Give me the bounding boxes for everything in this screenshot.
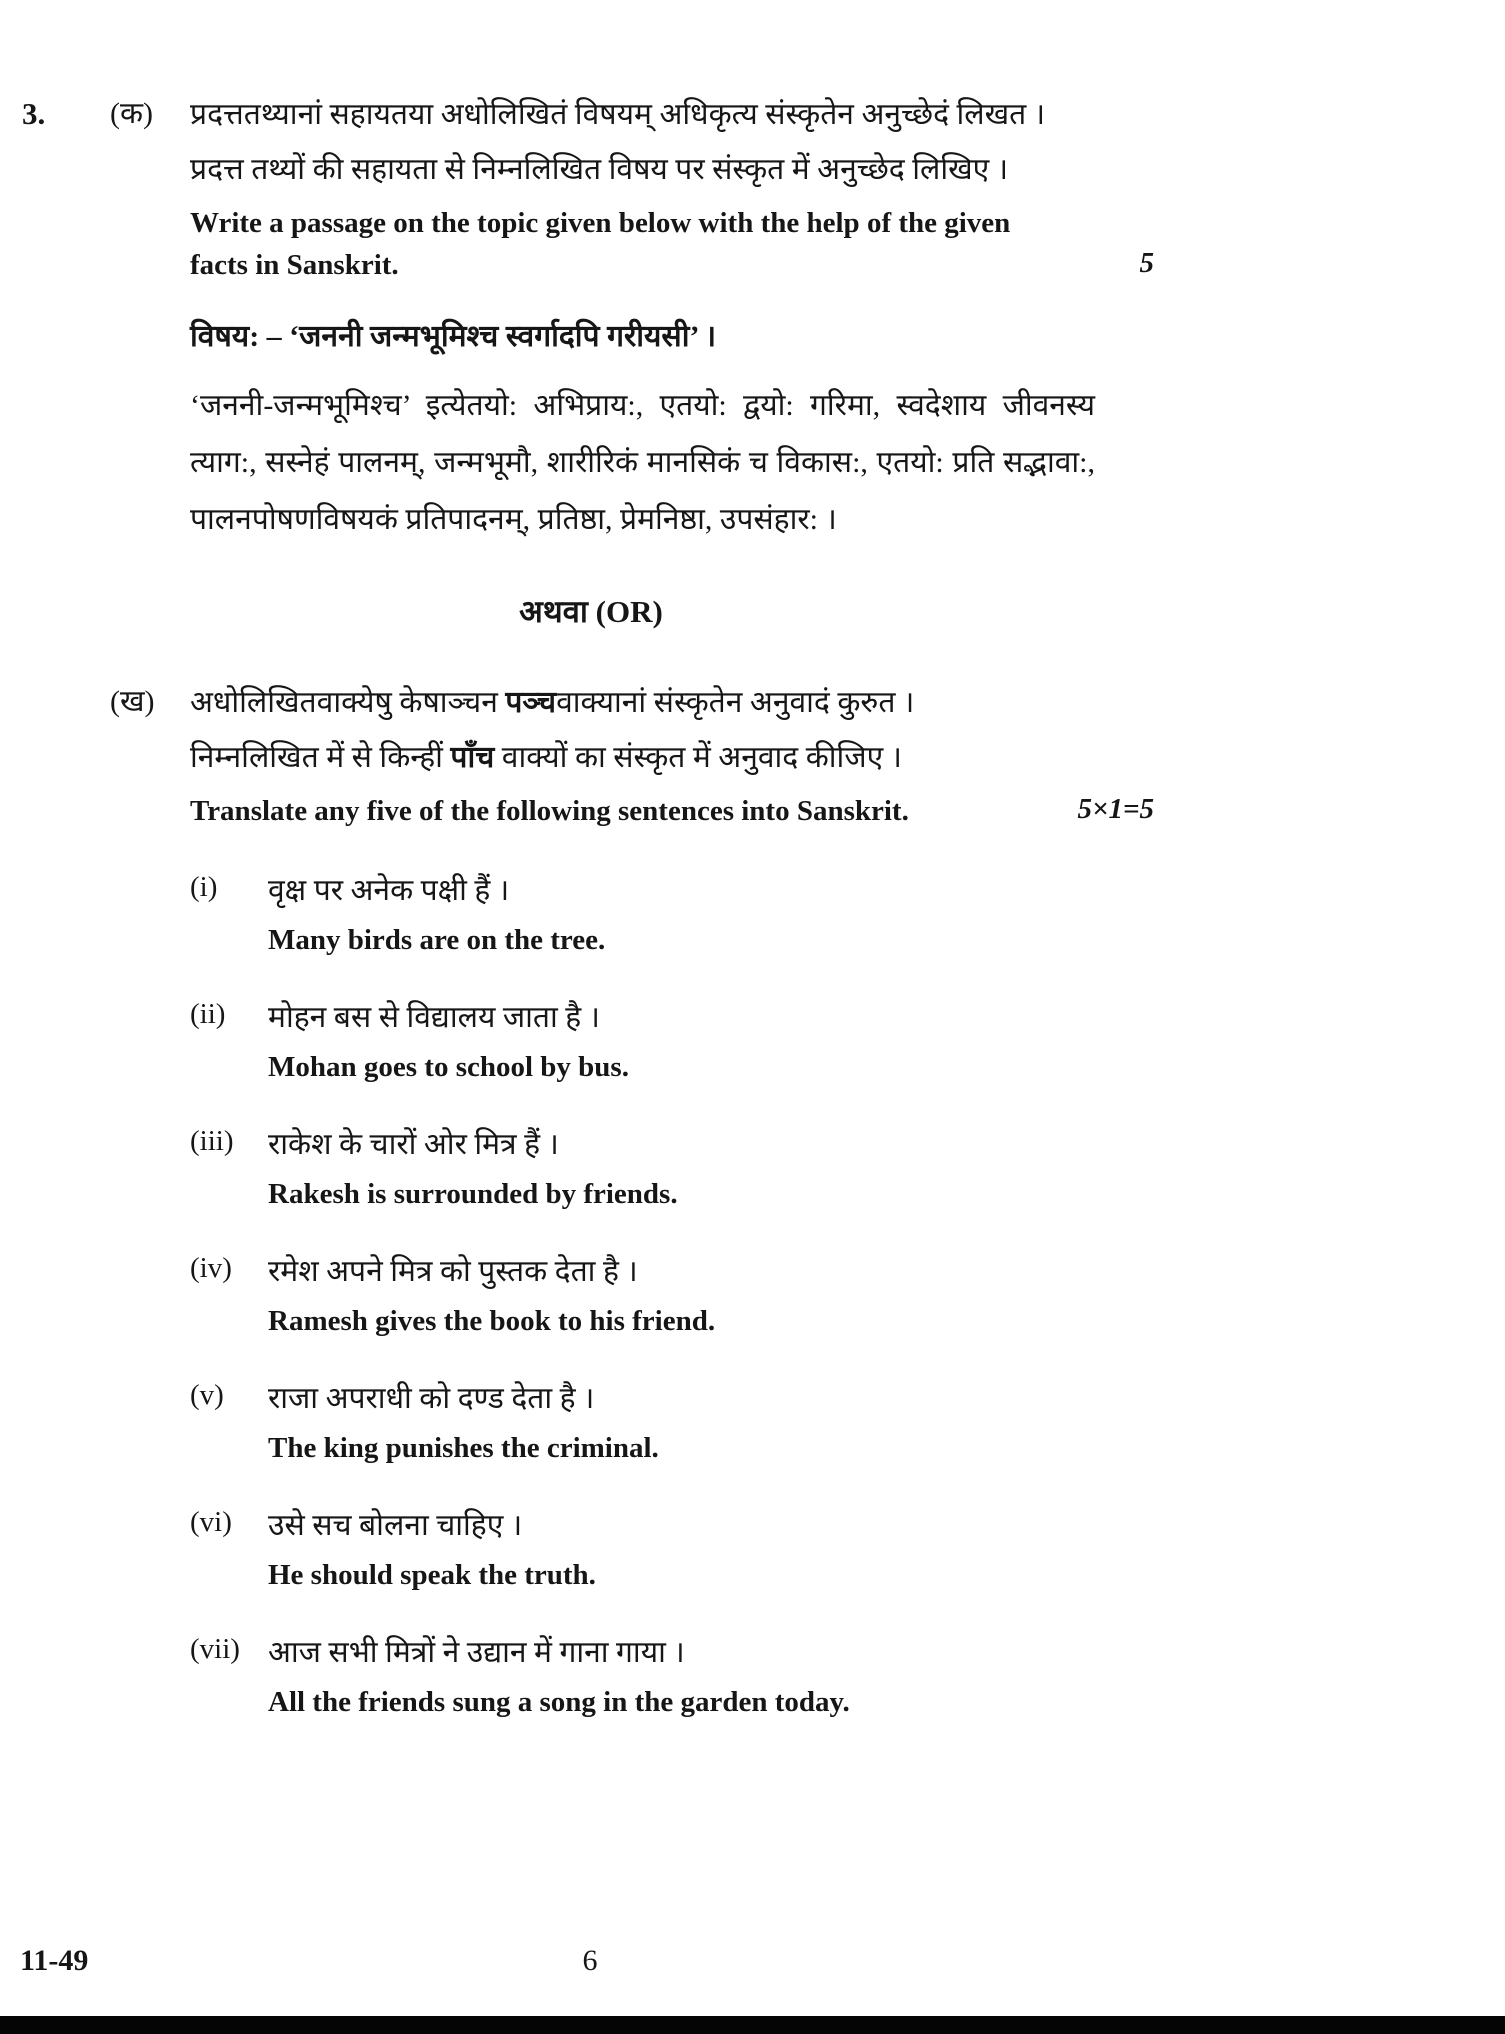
- part-b-body: [190, 680, 1160, 1757]
- page-number: 6: [582, 1944, 598, 1977]
- text-fragment: अधोलिखितवाक्येषु केषाञ्चन: [190, 686, 506, 720]
- item-hindi: राकेश के चारों ओर मित्र हैं ।: [268, 1128, 559, 1162]
- text-fragment: Translate any: [190, 795, 367, 828]
- part-b-marks: 5×1=5: [1077, 793, 1154, 826]
- item-hindi: रमेश अपने मित्र को पुस्तक देता है ।: [268, 1255, 638, 1289]
- sentence-item-6: [190, 1503, 1160, 1602]
- part-a-english-row: [190, 202, 1160, 286]
- item-number: (vi): [190, 1506, 232, 1539]
- part-a-body: [190, 92, 1160, 548]
- part-b-instruction-english: [190, 790, 1090, 832]
- item-english: Ramesh gives the book to his friend.: [268, 1305, 716, 1338]
- part-a-instruction-english: Write a passage on the topic given below with the help of the given facts in Sanskrit.: [190, 207, 1011, 282]
- or-divider: अथवा (OR): [519, 594, 663, 630]
- sentence-item-3: [190, 1122, 1160, 1221]
- sentence-item-2: [190, 995, 1160, 1094]
- item-hindi: वृक्ष पर अनेक पक्षी हैं ।: [268, 874, 510, 908]
- item-number: (iv): [190, 1252, 232, 1285]
- sentence-item-4: [190, 1249, 1160, 1348]
- bold-fragment: पञ्च: [505, 686, 557, 720]
- part-a-instruction-sanskrit: प्रदत्ततथ्यानां सहायतया अधोलिखितं विषयम् अधिकृत्य संस्कृतेन अनुच्छेदं लिखत ।: [190, 98, 1046, 131]
- question-3-part-a: [22, 92, 1160, 548]
- part-a-marks: 5: [1139, 247, 1154, 280]
- sentence-list: [190, 868, 1160, 1729]
- text-fragment: वाक्यानां संस्कृतेन अनुवादं कुरुत ।: [556, 686, 915, 720]
- question-3-part-b: [22, 680, 1160, 1757]
- sentence-item-1: [190, 868, 1160, 967]
- part-b-english-row: [190, 790, 1160, 832]
- item-body: [268, 995, 1160, 1094]
- item-english: All the friends sung a song in the garden today.: [268, 1686, 850, 1719]
- part-a-instruction-hindi: प्रदत्त तथ्यों की सहायता से निम्नलिखित विषय पर संस्कृत में अनुच्छेद लिखिए ।: [190, 153, 1009, 186]
- item-number: (ii): [190, 998, 226, 1031]
- part-a-label: (क): [110, 97, 154, 130]
- bold-fragment: पाँच: [450, 741, 495, 775]
- part-b-instruction-hindi: [190, 735, 1090, 780]
- question-number-spacer: [22, 680, 110, 1757]
- item-body: [268, 1630, 1160, 1729]
- item-english: Mohan goes to school by bus.: [268, 1051, 629, 1084]
- item-number: (i): [190, 871, 218, 904]
- item-number: (iii): [190, 1125, 234, 1158]
- item-body: [268, 868, 1160, 967]
- paper-code: 11-49: [20, 1944, 89, 1977]
- text-fragment: निम्नलिखित में से किन्हीं: [190, 741, 451, 775]
- part-b-instruction-sanskrit: [190, 680, 1090, 725]
- scan-artifact-bottom: [0, 2016, 1505, 2034]
- item-number: (v): [190, 1379, 224, 1412]
- item-body: [268, 1122, 1160, 1221]
- item-english: Many birds are on the tree.: [268, 924, 606, 957]
- item-english: The king punishes the criminal.: [268, 1432, 659, 1465]
- item-body: [268, 1376, 1160, 1475]
- item-body: [268, 1249, 1160, 1348]
- sentence-item-7: [190, 1630, 1160, 1729]
- part-b-label: (ख): [110, 685, 155, 719]
- item-number: (vii): [190, 1633, 240, 1666]
- question-number: 3.: [22, 96, 46, 131]
- item-body: [268, 1503, 1160, 1602]
- part-a-facts: ‘जननी-जन्मभूमिश्च’ इत्येतयो: अभिप्राय:, एतयो: द्वयो: गरिमा, स्वदेशाय जीवनस्य त्याग:, सस्नेहं पालनम्, जन्मभूमौ, शारीरिकं मानसिकं च विकास:, एतयो: प्रति सद्भावा:, पालनपोषणविषयकं प्रतिपादनम्, प्रतिष्ठा, प्रेमनिष्ठा, उपसंहार: ।: [190, 389, 1095, 537]
- item-english: Rakesh is surrounded by friends.: [268, 1178, 678, 1211]
- item-hindi: उसे सच बोलना चाहिए ।: [268, 1509, 523, 1543]
- item-hindi: आज सभी मित्रों ने उद्यान में गाना गाया ।: [268, 1636, 685, 1670]
- item-hindi: मोहन बस से विद्यालय जाता है ।: [268, 1001, 601, 1035]
- item-hindi: राजा अपराधी को दण्ड देता है ।: [268, 1382, 595, 1416]
- bold-fragment: five: [366, 795, 412, 828]
- text-fragment: वाक्यों का संस्कृत में अनुवाद कीजिए ।: [494, 741, 903, 775]
- text-fragment: of the following sentences into Sanskrit.: [411, 795, 909, 828]
- part-a-topic: विषय: – ‘जननी जन्मभूमिश्च स्वर्गादपि गरीयसी’ ।: [190, 320, 717, 354]
- sentence-item-5: [190, 1376, 1160, 1475]
- item-english: He should speak the truth.: [268, 1559, 596, 1592]
